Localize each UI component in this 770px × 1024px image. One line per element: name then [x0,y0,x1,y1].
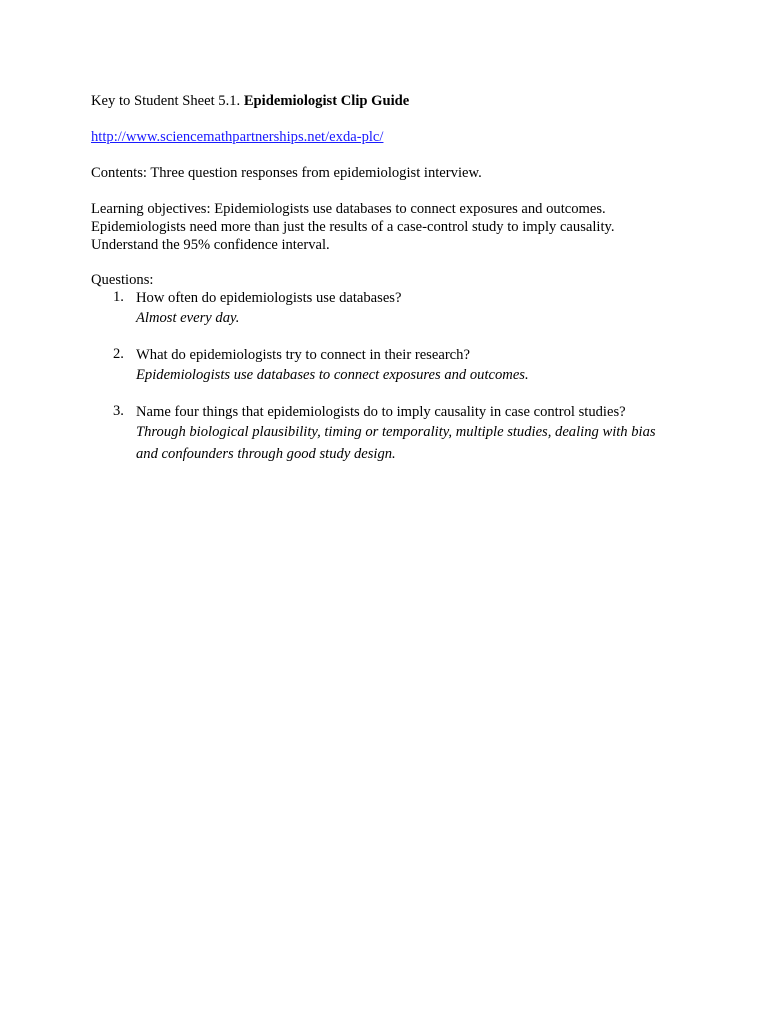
question-number: 1. [113,289,124,305]
questions-heading: Questions: [91,272,154,288]
question-number: 2. [113,346,124,362]
title-bold: Epidemiologist Clip Guide [243,93,410,109]
document-page [91,92,711,482]
title-prefix: Key to Student Sheet 5.1. [91,93,244,109]
question-text: What do epidemiologists try to connect in their research? [136,347,470,363]
answer-text [136,364,711,386]
answer-line: and confounders through good study design. [136,446,396,462]
objectives-line: Epidemiologists need more than just the results of a case-control study to imply causality. [91,219,615,235]
answer-line: Epidemiologists use databases to connect exposures and outcomes. [136,367,529,383]
question-item [91,346,711,386]
question-item [91,403,711,465]
question-number: 3. [113,403,124,419]
questions-list [91,289,711,465]
objectives-line: Understand the 95% confidence interval. [91,237,330,253]
answer-line: Almost every day. [136,310,240,326]
learning-objectives [91,200,711,254]
contents-text: Contents: Three question responses from epidemiologist interview. [91,165,482,181]
question-text: Name four things that epidemiologists do to imply causality in case control studies? [136,404,626,420]
answer-text [136,421,711,465]
question-text: How often do epidemiologists use databases? [136,290,402,306]
answer-line: Through biological plausibility, timing or temporality, multiple studies, dealing with bias [136,424,656,440]
document-title [91,92,711,111]
link-line [91,128,711,147]
question-item [91,289,711,329]
answer-text [136,307,711,329]
resource-link[interactable]: http://www.sciencemathpartnerships.net/exda-plc/ [91,129,384,145]
objectives-line: Learning objectives: Epidemiologists use databases to connect exposures and outcomes. [91,201,606,217]
